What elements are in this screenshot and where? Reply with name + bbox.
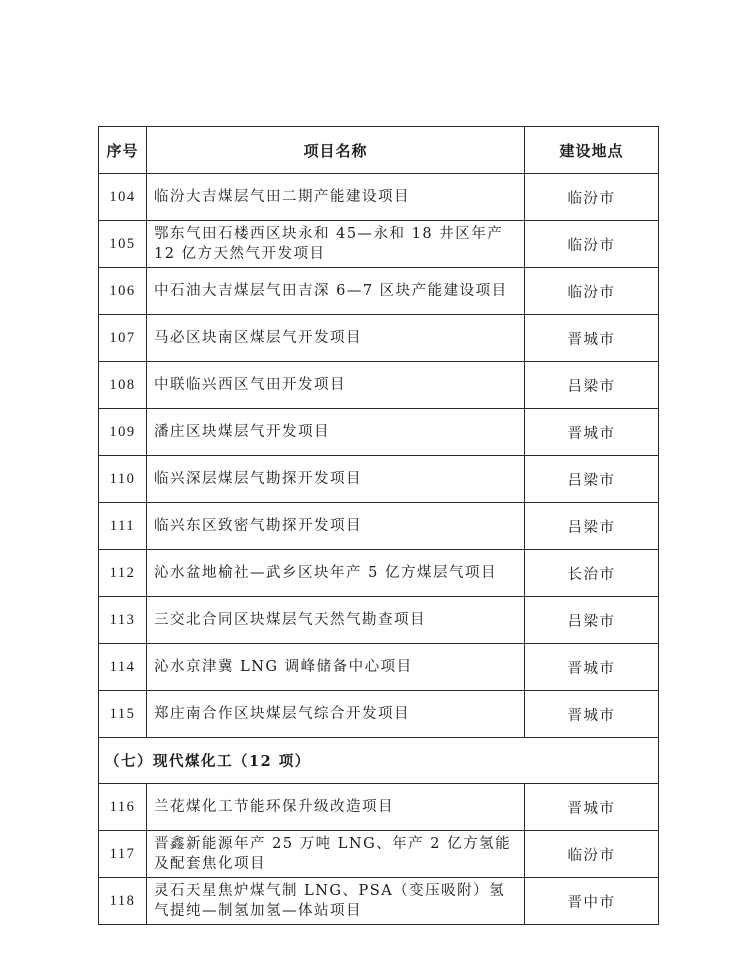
row-number: 105 xyxy=(99,221,147,268)
table-row xyxy=(99,831,659,878)
row-number: 115 xyxy=(99,691,147,738)
project-name: 三交北合同区块煤层气天然气勘查项目 xyxy=(147,597,525,644)
project-location: 晋城市 xyxy=(525,315,659,362)
project-location: 临汾市 xyxy=(525,268,659,315)
project-table xyxy=(98,126,659,925)
table-row xyxy=(99,503,659,550)
project-name: 鄂东气田石楼西区块永和 45—永和 18 井区年产 12 亿方天然气开发项目 xyxy=(147,221,525,268)
table-row xyxy=(99,268,659,315)
row-number: 107 xyxy=(99,315,147,362)
project-name: 灵石天星焦炉煤气制 LNG、PSA（变压吸附）氢气提纯—制氢加氢—体站项目 xyxy=(147,878,525,925)
table-row xyxy=(99,878,659,925)
project-location: 晋城市 xyxy=(525,691,659,738)
header-no: 序号 xyxy=(99,127,147,174)
table-row xyxy=(99,315,659,362)
project-name: 临汾大吉煤层气田二期产能建设项目 xyxy=(147,174,525,221)
project-name: 兰花煤化工节能环保升级改造项目 xyxy=(147,784,525,831)
project-location: 临汾市 xyxy=(525,831,659,878)
project-name: 晋鑫新能源年产 25 万吨 LNG、年产 2 亿方氢能及配套焦化项目 xyxy=(147,831,525,878)
project-name: 马必区块南区煤层气开发项目 xyxy=(147,315,525,362)
row-number: 112 xyxy=(99,550,147,597)
row-number: 113 xyxy=(99,597,147,644)
project-location: 临汾市 xyxy=(525,174,659,221)
row-number: 109 xyxy=(99,409,147,456)
project-location: 吕梁市 xyxy=(525,362,659,409)
row-number: 114 xyxy=(99,644,147,691)
section-row xyxy=(99,738,659,784)
project-name: 郑庄南合作区块煤层气综合开发项目 xyxy=(147,691,525,738)
header-location: 建设地点 xyxy=(525,127,659,174)
table-section xyxy=(99,738,659,784)
table-row xyxy=(99,644,659,691)
project-name: 临兴深层煤层气勘探开发项目 xyxy=(147,456,525,503)
project-name: 沁水盆地榆社—武乡区块年产 5 亿方煤层气项目 xyxy=(147,550,525,597)
row-number: 110 xyxy=(99,456,147,503)
project-name: 中联临兴西区气田开发项目 xyxy=(147,362,525,409)
row-number: 104 xyxy=(99,174,147,221)
project-name: 沁水京津冀 LNG 调峰储备中心项目 xyxy=(147,644,525,691)
header-name: 项目名称 xyxy=(147,127,525,174)
project-location: 吕梁市 xyxy=(525,597,659,644)
project-location: 吕梁市 xyxy=(525,503,659,550)
project-name: 潘庄区块煤层气开发项目 xyxy=(147,409,525,456)
table-row xyxy=(99,409,659,456)
table-header-row xyxy=(99,127,659,174)
table-body-top xyxy=(99,174,659,738)
project-name: 中石油大吉煤层气田吉深 6—7 区块产能建设项目 xyxy=(147,268,525,315)
project-location: 晋城市 xyxy=(525,784,659,831)
project-location: 长治市 xyxy=(525,550,659,597)
project-location: 晋中市 xyxy=(525,878,659,925)
row-number: 108 xyxy=(99,362,147,409)
project-location: 晋城市 xyxy=(525,644,659,691)
row-number: 116 xyxy=(99,784,147,831)
table-row xyxy=(99,784,659,831)
table-body-bottom xyxy=(99,784,659,925)
section-title: （七）现代煤化工（12 项） xyxy=(99,738,659,784)
table-row xyxy=(99,221,659,268)
row-number: 117 xyxy=(99,831,147,878)
table-row xyxy=(99,174,659,221)
table-row xyxy=(99,550,659,597)
table-row xyxy=(99,691,659,738)
project-location: 临汾市 xyxy=(525,221,659,268)
row-number: 106 xyxy=(99,268,147,315)
project-location: 吕梁市 xyxy=(525,456,659,503)
table-row xyxy=(99,597,659,644)
project-location: 晋城市 xyxy=(525,409,659,456)
row-number: 111 xyxy=(99,503,147,550)
table-row xyxy=(99,456,659,503)
project-name: 临兴东区致密气勘探开发项目 xyxy=(147,503,525,550)
table-row xyxy=(99,362,659,409)
row-number: 118 xyxy=(99,878,147,925)
